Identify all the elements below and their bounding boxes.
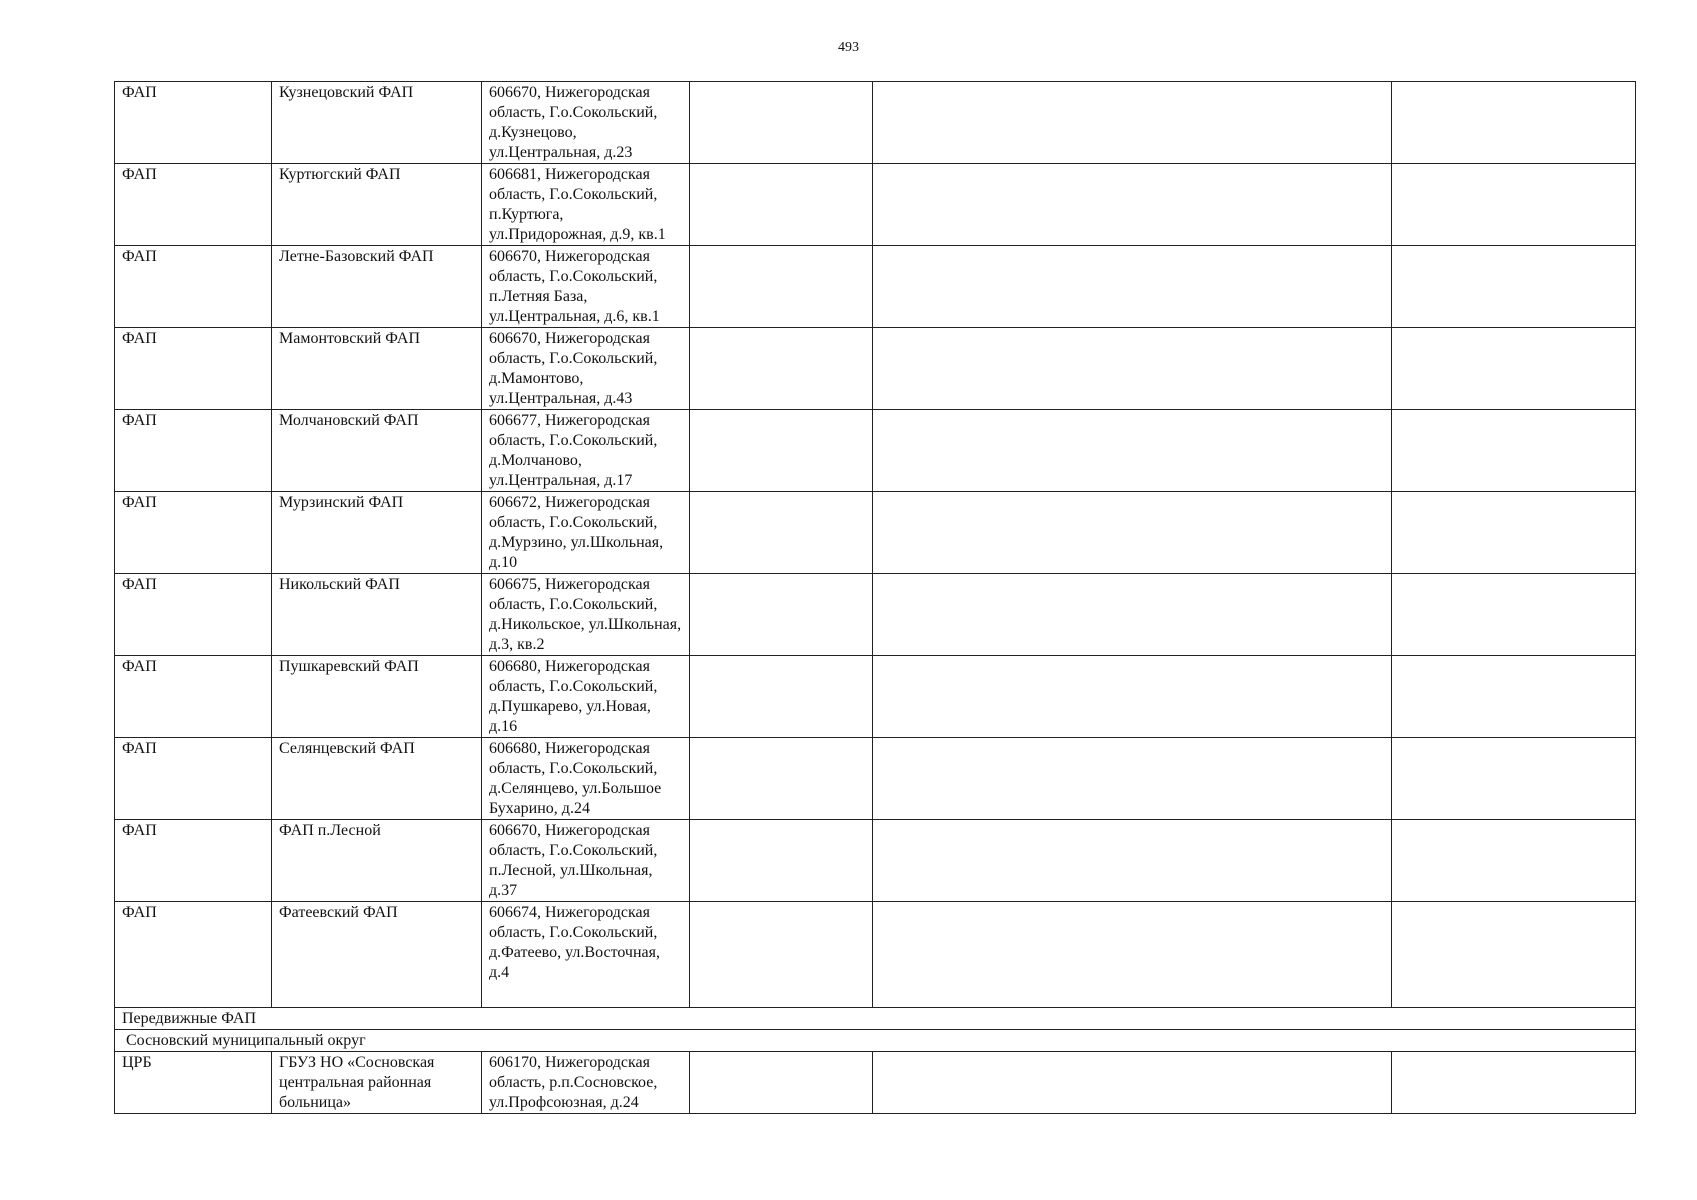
facility-address-cell: 606670, Нижегородская область, Г.о.Сокольский, д.Мамонтово, ул.Центральная, д.43 <box>482 328 690 410</box>
section-district-cell: Сосновский муниципальный округ <box>115 1030 1636 1052</box>
section-mobile-fap-cell: Передвижные ФАП <box>115 1008 1636 1030</box>
facility-address-cell: 606670, Нижегородская область, Г.о.Сокольский, п.Лесной, ул.Школьная, д.37 <box>482 820 690 902</box>
facility-type-cell: ФАП <box>115 246 272 328</box>
facility-type-cell: ФАП <box>115 328 272 410</box>
table-row <box>115 656 1636 738</box>
empty-cell-6 <box>1392 82 1636 164</box>
facility-address-cell: 606675, Нижегородская область, Г.о.Сокольский, д.Никольское, ул.Школьная, д.3, кв.2 <box>482 574 690 656</box>
table-row <box>115 820 1636 902</box>
facility-type-cell: ФАП <box>115 738 272 820</box>
empty-cell-4 <box>690 902 873 1008</box>
empty-cell-6 <box>1392 164 1636 246</box>
table-row <box>115 246 1636 328</box>
facility-type-cell: ЦРБ <box>115 1052 272 1114</box>
empty-cell-5 <box>873 328 1392 410</box>
facilities-table <box>114 81 1636 1114</box>
facility-type-cell: ФАП <box>115 574 272 656</box>
facility-name-cell: Фатеевский ФАП <box>272 902 482 1008</box>
empty-cell-6 <box>1392 656 1636 738</box>
facility-type-cell: ФАП <box>115 164 272 246</box>
facility-type-cell: ФАП <box>115 902 272 1008</box>
empty-cell-5 <box>873 574 1392 656</box>
empty-cell-5 <box>873 820 1392 902</box>
facility-address-cell: 606674, Нижегородская область, Г.о.Сокольский, д.Фатеево, ул.Восточная, д.4 <box>482 902 690 1008</box>
empty-cell-6 <box>1392 820 1636 902</box>
empty-cell-5 <box>873 738 1392 820</box>
page-number: 493 <box>838 40 859 55</box>
empty-cell-5 <box>873 1052 1392 1114</box>
empty-cell-6 <box>1392 574 1636 656</box>
facility-type-cell: ФАП <box>115 492 272 574</box>
empty-cell-4 <box>690 574 873 656</box>
table-row <box>115 574 1636 656</box>
table-row <box>115 902 1636 1008</box>
facility-address-cell: 606680, Нижегородская область, Г.о.Сокольский, д.Пушкарево, ул.Новая, д.16 <box>482 656 690 738</box>
empty-cell-6 <box>1392 328 1636 410</box>
facility-address-cell: 606681, Нижегородская область, Г.о.Сокольский, п.Куртюга, ул.Придорожная, д.9, кв.1 <box>482 164 690 246</box>
facilities-table-body <box>115 82 1636 1114</box>
table-row <box>115 738 1636 820</box>
facility-name-cell: Куртюгский ФАП <box>272 164 482 246</box>
facility-name-cell: Селянцевский ФАП <box>272 738 482 820</box>
empty-cell-5 <box>873 902 1392 1008</box>
table-row <box>115 1052 1636 1114</box>
facility-type-cell: ФАП <box>115 820 272 902</box>
empty-cell-5 <box>873 82 1392 164</box>
facility-name-cell: Мамонтовский ФАП <box>272 328 482 410</box>
empty-cell-4 <box>690 820 873 902</box>
table-row <box>115 164 1636 246</box>
empty-cell-4 <box>690 656 873 738</box>
facility-type-cell: ФАП <box>115 82 272 164</box>
empty-cell-6 <box>1392 902 1636 1008</box>
empty-cell-4 <box>690 246 873 328</box>
empty-cell-5 <box>873 492 1392 574</box>
empty-cell-5 <box>873 246 1392 328</box>
facility-name-cell: ГБУЗ НО «Сосновская центральная районная больница» <box>272 1052 482 1114</box>
empty-cell-5 <box>873 656 1392 738</box>
empty-cell-4 <box>690 410 873 492</box>
facility-name-cell: Летне-Базовский ФАП <box>272 246 482 328</box>
empty-cell-4 <box>690 328 873 410</box>
empty-cell-6 <box>1392 738 1636 820</box>
table-row <box>115 328 1636 410</box>
facility-name-cell: Молчановский ФАП <box>272 410 482 492</box>
empty-cell-5 <box>873 410 1392 492</box>
table-row <box>115 410 1636 492</box>
facility-address-cell: 606670, Нижегородская область, Г.о.Сокольский, д.Кузнецово, ул.Центральная, д.23 <box>482 82 690 164</box>
empty-cell-4 <box>690 82 873 164</box>
table-row <box>115 492 1636 574</box>
empty-cell-5 <box>873 164 1392 246</box>
facility-name-cell: Пушкаревский ФАП <box>272 656 482 738</box>
empty-cell-4 <box>690 1052 873 1114</box>
facility-name-cell: Кузнецовский ФАП <box>272 82 482 164</box>
facility-address-cell: 606170, Нижегородская область, р.п.Сосновское, ул.Профсоюзная, д.24 <box>482 1052 690 1114</box>
empty-cell-4 <box>690 164 873 246</box>
facility-address-cell: 606680, Нижегородская область, Г.о.Сокольский, д.Селянцево, ул.Большое Бухарино, д.24 <box>482 738 690 820</box>
empty-cell-6 <box>1392 246 1636 328</box>
facility-type-cell: ФАП <box>115 656 272 738</box>
empty-cell-6 <box>1392 410 1636 492</box>
facility-name-cell: ФАП п.Лесной <box>272 820 482 902</box>
table-row <box>115 82 1636 164</box>
facility-type-cell: ФАП <box>115 410 272 492</box>
facility-name-cell: Никольский ФАП <box>272 574 482 656</box>
facility-address-cell: 606677, Нижегородская область, Г.о.Сокольский, д.Молчаново, ул.Центральная, д.17 <box>482 410 690 492</box>
empty-cell-6 <box>1392 492 1636 574</box>
empty-cell-4 <box>690 492 873 574</box>
facility-address-cell: 606670, Нижегородская область, Г.о.Сокольский, п.Летняя База, ул.Центральная, д.6, кв.1 <box>482 246 690 328</box>
section-district <box>115 1030 1636 1052</box>
empty-cell-6 <box>1392 1052 1636 1114</box>
empty-cell-4 <box>690 738 873 820</box>
facility-name-cell: Мурзинский ФАП <box>272 492 482 574</box>
section-mobile-fap <box>115 1008 1636 1030</box>
facility-address-cell: 606672, Нижегородская область, Г.о.Сокольский, д.Мурзино, ул.Школьная, д.10 <box>482 492 690 574</box>
